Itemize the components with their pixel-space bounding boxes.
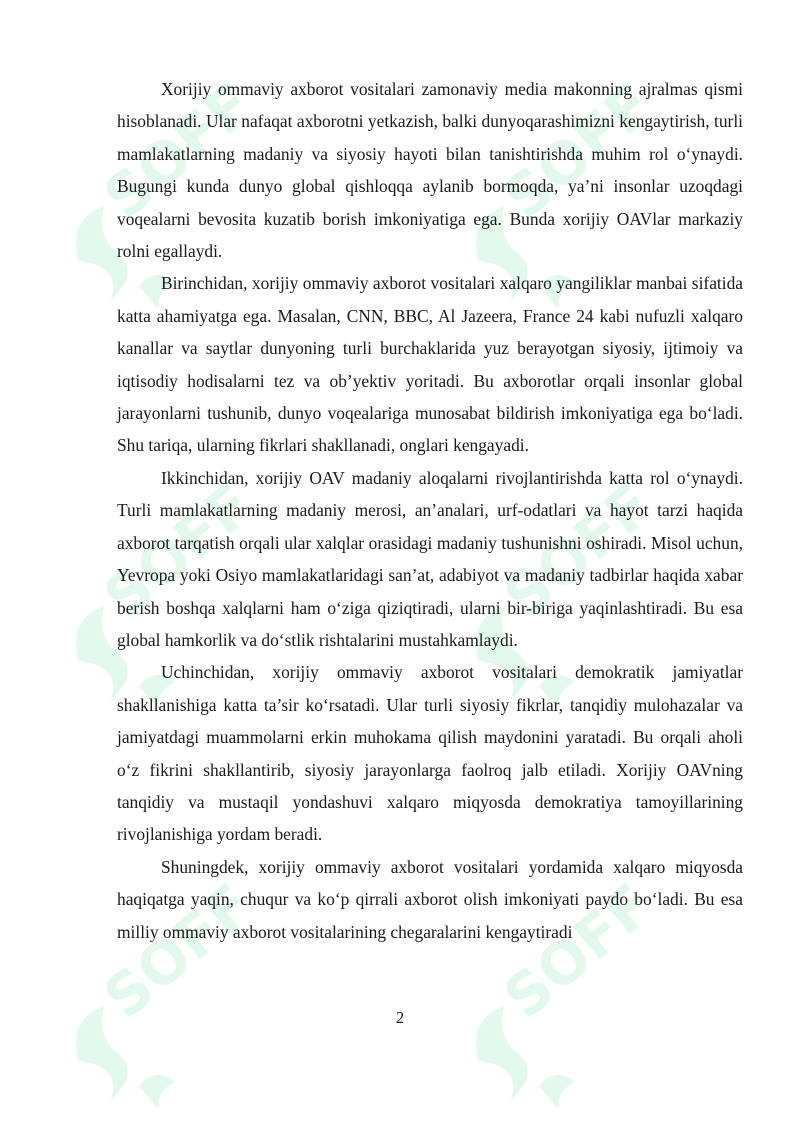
paragraph-first: Birinchidan, xorijiy ommaviy axborot vositalari xalqaro yangiliklar manbai sifatida katta ahamiyatga ega. Masalan, CNN, BBC, Al Jazeera, France 24 kabi nufuzli xalqaro kanallar va saytlar dunyoning turli burchaklarida yuz berayotgan siyosiy, ijtimoiy va iqtisodiy hodisalarni tez va ob’yektiv yoritadi. Bu axborotlar orqali insonlar global jarayonlarni tushunib, dunyo voqealariga munosabat bildirish imkoniyatiga ega boʻladi. Shu tariqa, ularning fikrlari shakllanadi, onglari kengayadi. [117,273,743,456]
paragraph-third: Uchinchidan, xorijiy ommaviy axborot vositalari demokratik jamiyatlar shakllanishiga katta ta’sir koʻrsatadi. Ular turli siyosiy fikrlar, tanqidiy mulohazalar va jamiyatdagi muammolarni erkin muhokama qilish maydonini yaratadi. Bu orqali aholi oʻz fikrini shakllantirib, siyosiy jarayonlarga faolroq jalb etiladi. Xorijiy OAVning tanqidiy va mustaqil yondashuvi xalqaro miqyosda demokratiya tamoyillarining rivojlanishiga yordam beradi. [117,662,743,845]
watermark-layer: SOFF [0,0,800,1131]
document-body [117,73,743,948]
paragraph-intro: Xorijiy ommaviy axborot vositalari zamonaviy media makonning ajralmas qismi hisoblanadi. Ular nafaqat axborotni yetkazish, balki dunyoqarashimizni kengaytirish, turli mamlakatlarning madaniy va siyosiy hayoti bilan tanishtirishda muhim rol oʻynaydi. Bugungi kunda dunyo global qishloqqa aylanib bormoqda, ya’ni insonlar uzoqdagi voqealarni bevosita kuzatib borish imkoniyatiga ega. Bunda xorijiy OAVlar markaziy rolni egallaydi. [117,79,743,262]
page-number: 2 [395,1008,405,1027]
paragraph-second: Ikkinchidan, xorijiy OAV madaniy aloqalarni rivojlantirishda katta rol oʻynaydi. Turli mamlakatlarning madaniy merosi, an’analari, urf-odatlari va hayot tarzi haqida axborot tarqatish orqali ular xalqlar orasidagi madaniy tushunishni oshiradi. Misol uchun, Yevropa yoki Osiyo mamlakatlaridagi san’at, adabiyot va madaniy tadbirlar haqida xabar berish boshqa xalqlarni ham oʻziga qiziqtiradi, ularni bir-biriga yaqinlashtiradi. Bu esa global hamkorlik va doʻstlik rishtalarini mustahkamlaydi. [117,467,743,650]
paragraph-fourth: Shuningdek, xorijiy ommaviy axborot vositalari yordamida xalqaro miqyosda haqiqatga yaqin, chuqur va koʻp qirrali axborot olish imkoniyati paydo boʻladi. Bu esa milliy ommaviy axborot vositalarining chegaralarini kengaytiradi [117,856,743,942]
